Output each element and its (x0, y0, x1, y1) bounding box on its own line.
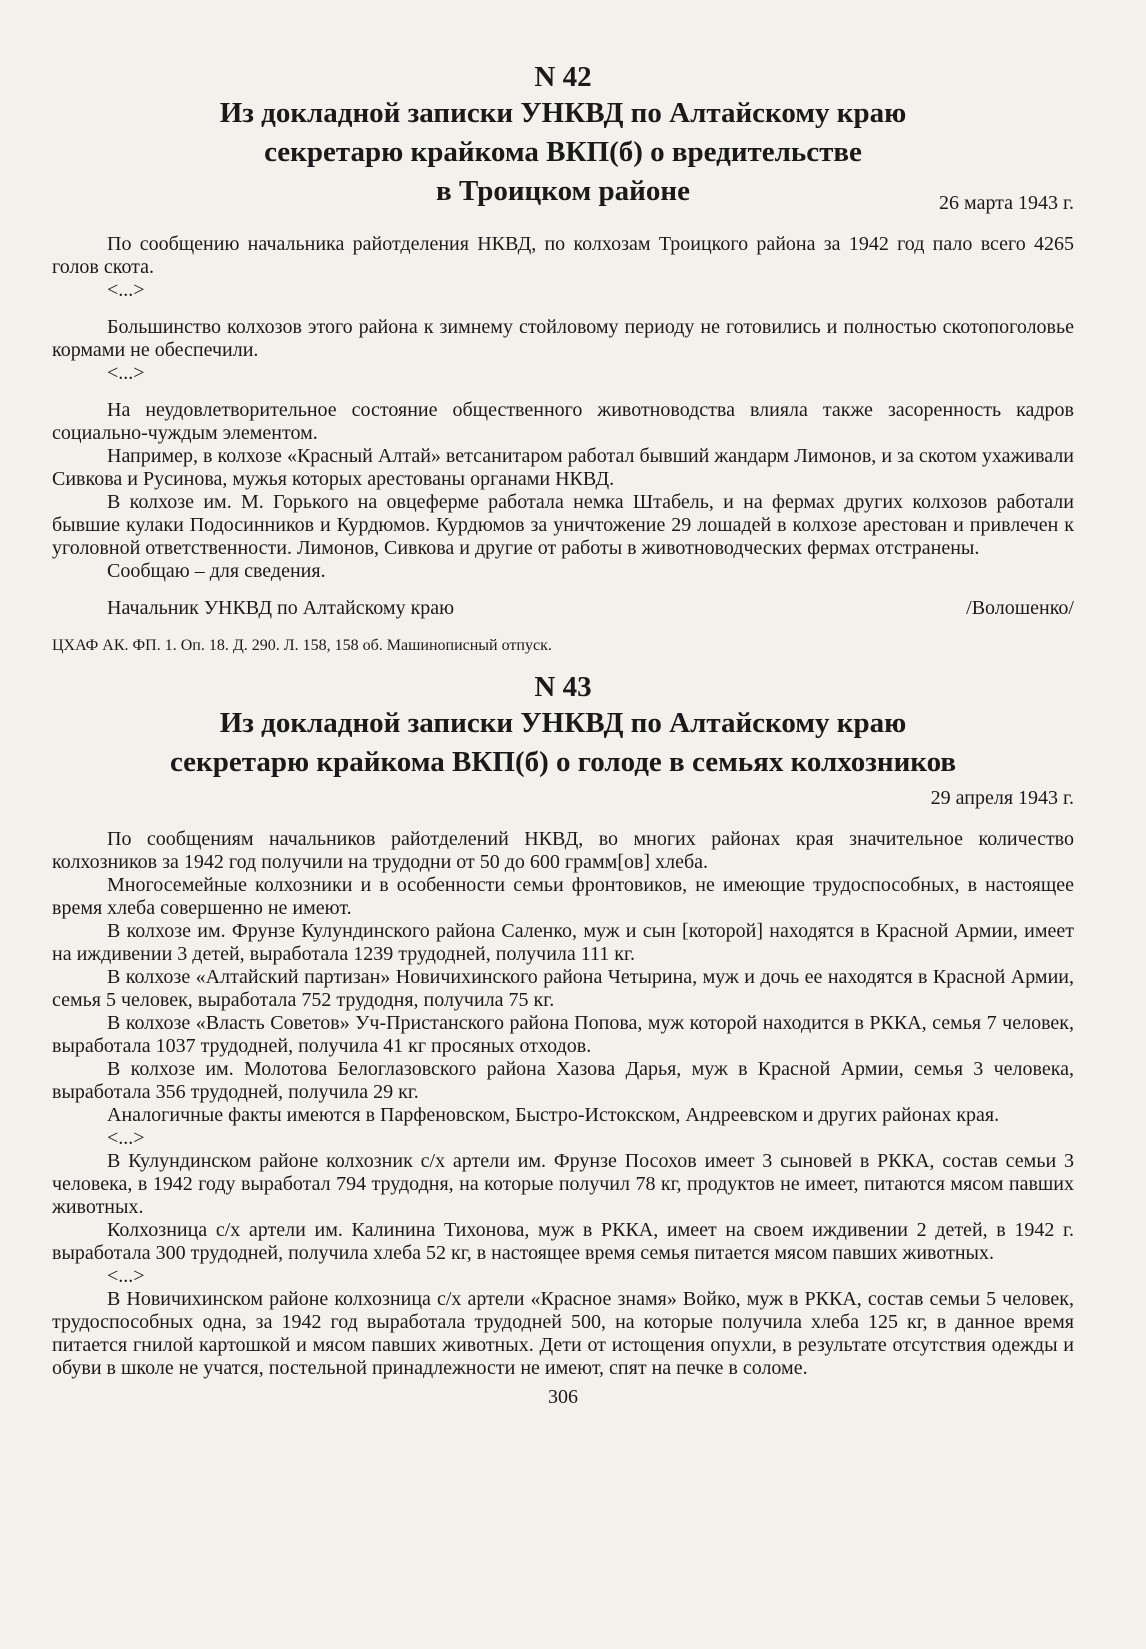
paragraph: Сообщаю – для сведения. (107, 560, 326, 582)
paragraph: В колхозе им. Молотова Белоглазовского района Хазова Дарья, муж в Красной Армии, семья 3 человека, выработала 356 трудодней, получила 29 кг. (52, 1058, 1074, 1103)
document-43 (52, 670, 1074, 1380)
paragraph: Аналогичные факты имеются в Парфеновском, Быстро-Истокском, Андреевском и других районах края. (107, 1104, 1000, 1126)
paragraph: По сообщению начальника райотделения НКВД, по колхозам Троицкого района за 1942 год пало всего 4265 голов скота. (52, 233, 1074, 278)
signature-position: Начальник УНКВД по Алтайскому краю (107, 597, 455, 619)
paragraph: Большинство колхозов этого района к зимнему стойловому периоду не готовились и полностью скотопоголовье кормами не обеспечили. (52, 316, 1074, 361)
omission-mark: <...> (107, 1127, 145, 1149)
paragraph: В колхозе им. М. Горького на овцеферме работала немка Штабель, и на фермах других колхозов работали бывшие кулаки Подосинников и Курдюмов. Курдюмов за уничтожение 29 лошадей в колхозе арестован и привлечен к уголовной ответственности. Лимонов, Сивкова и другие от работы в животноводческих фермах отстранены. (52, 491, 1074, 559)
paragraph: На неудовлетворительное состояние общественного животноводства влияла также засоренность кадров социально-чуждым элементом. (52, 399, 1074, 444)
document-date: 29 апреля 1943 г. (930, 787, 1074, 809)
document-title (52, 704, 1074, 782)
paragraph: Колхозница с/х артели им. Калинина Тихонова, муж в РККА, имеет на своем иждивении 2 детей, в 1942 г. выработала 300 трудодней, получила хлеба 52 кг, в настоящее время семья питается мясом павших животных. (52, 1219, 1074, 1264)
paragraph: В колхозе «Власть Советов» Уч-Пристанского района Попова, муж которой находится в РККА, семья 7 человек, выработала 1037 трудодней, получила 41 кг просяных отходов. (52, 1012, 1074, 1057)
paragraph: Многосемейные колхозники и в особенности семьи фронтовиков, не имеющие трудоспособных, в настоящее время хлеба совершенно не имеют. (52, 874, 1074, 919)
paragraph: По сообщениям начальников райотделений НКВД, во многих районах края значительное количество колхозников за 1942 год получили на трудодни от 50 до 600 грамм[ов] хлеба. (52, 828, 1074, 873)
title-line: секретарю крайкома ВКП(б) о голоде в семьях колхозников (169, 746, 957, 778)
omission-mark: <...> (107, 279, 145, 301)
omission-mark: <...> (107, 1265, 145, 1287)
page-number: 306 (548, 1386, 578, 1408)
title-line: Из докладной записки УНКВД по Алтайскому краю (219, 97, 907, 129)
signature-name: /Волошенко/ (966, 597, 1074, 619)
paragraph: В Кулундинском районе колхозник с/х артели им. Фрунзе Посохов имеет 3 сыновей в РККА, состав семьи 3 человека, в 1942 году выработал 794 трудодня, на которые получил 78 кг, продуктов не имеет, питаются мясом павших животных. (52, 1150, 1074, 1218)
document-42 (52, 60, 1074, 656)
title-line: Из докладной записки УНКВД по Алтайскому краю (219, 707, 907, 739)
paragraph: В колхозе «Алтайский партизан» Новичихинского района Четырина, муж и дочь ее находятся в Красной Армии, семья 5 человек, выработала 752 трудодня, получила 75 кг. (52, 966, 1074, 1011)
document-number: N 43 (534, 671, 592, 703)
title-line: в Троицком районе (436, 175, 690, 207)
document-number: N 42 (534, 61, 592, 93)
signature-line (52, 597, 1074, 620)
document-date: 26 марта 1943 г. (939, 192, 1074, 214)
paragraph: В колхозе им. Фрунзе Кулундинского района Саленко, муж и сын [которой] находятся в Красной Армии, имеет на иждивении 3 детей, выработала 1239 трудодней, получила 111 кг. (52, 920, 1074, 965)
archive-source: ЦХАФ АК. ФП. 1. Оп. 18. Д. 290. Л. 158, 158 об. Машинописный отпуск. (52, 637, 552, 654)
paragraph: Например, в колхозе «Красный Алтай» ветсанитаром работал бывший жандарм Лимонов, и за скотом ухаживали Сивкова и Русинова, мужья которых арестованы органами НКВД. (52, 445, 1074, 490)
title-line: секретарю крайкома ВКП(б) о вредительстве (264, 136, 862, 168)
paragraph: В Новичихинском районе колхозница с/х артели «Красное знамя» Войко, муж в РККА, состав семьи 5 человек, трудоспособных одна, за 1942 год выработала трудодней 500, на которые получила хлеба 125 кг, в данное время питается гнилой картошкой и мясом павших животных. Дети от истощения опухли, в результате отсутствия одежды и обуви в школе не учатся, постельной принадлежности не имеют, спят на печке в соломе. (52, 1288, 1074, 1379)
omission-mark: <...> (107, 362, 145, 384)
